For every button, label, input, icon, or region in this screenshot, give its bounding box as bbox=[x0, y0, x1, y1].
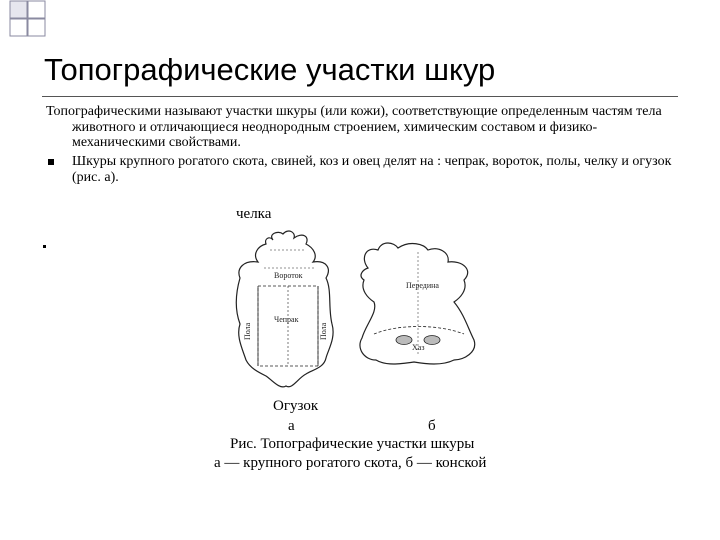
label-perednina: Передина bbox=[406, 281, 439, 290]
label-vorotok: Вороток bbox=[274, 271, 303, 280]
label-chelka: челка bbox=[236, 206, 272, 222]
paragraph-division: Шкуры крупного рогатого скота, свиней, коз и овец делят на : чепрак, вороток, полы, челку и огузок (рис. а). bbox=[72, 154, 672, 185]
cattle-hide bbox=[236, 231, 333, 387]
horse-hide bbox=[360, 243, 475, 364]
slide-title: Топографические участки шкур bbox=[44, 52, 496, 87]
bullet-marker bbox=[48, 159, 54, 165]
label-khaz: Хаз bbox=[412, 343, 425, 352]
paragraph-definition bbox=[46, 104, 686, 151]
decorative-squares bbox=[0, 0, 70, 40]
label-oguzok: Огузок bbox=[273, 398, 319, 414]
label-pola-left: Пола bbox=[243, 322, 252, 340]
figure-caption-line2: а — крупного рогатого скота, б — конской bbox=[214, 455, 487, 471]
title-divider bbox=[42, 96, 678, 97]
bullet-marker-empty bbox=[43, 245, 46, 248]
label-a: а bbox=[288, 418, 295, 434]
hide-diagram bbox=[228, 228, 488, 398]
figure-caption-line1: Рис. Топографические участки шкуры bbox=[230, 436, 475, 452]
label-b: б bbox=[428, 418, 436, 434]
label-chepak: Чепрак bbox=[274, 315, 299, 324]
label-pola-right: Пола bbox=[319, 322, 328, 340]
paragraph-definition-text: Топографическими называют участки шкуры (или кожи), соответствующие определенным частям тела животного и отличающиеся неоднородным строением, химическим составом и физико-механическими свойствами. bbox=[46, 104, 662, 150]
